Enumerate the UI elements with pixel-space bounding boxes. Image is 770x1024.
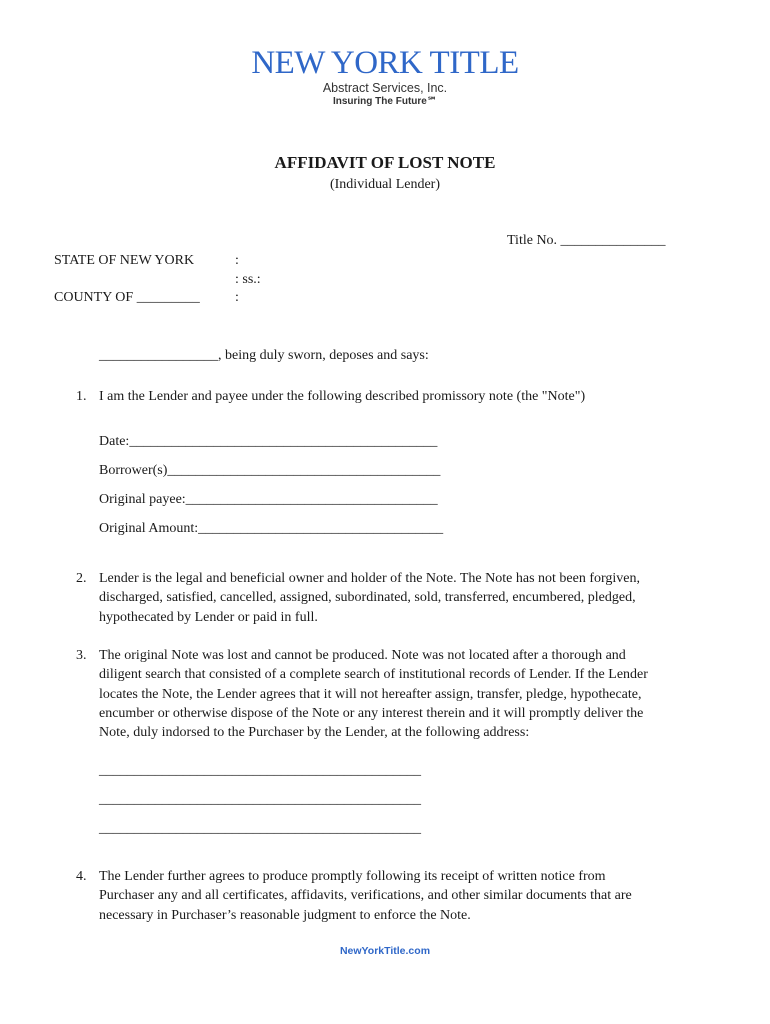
document-title: AFFIDAVIT OF LOST NOTE xyxy=(274,153,496,172)
address-line: ______________________________________________ xyxy=(99,792,421,807)
paragraph-number: 4. xyxy=(76,869,87,884)
paragraph-line: I am the Lender and payee under the following described promissory note (the "Note") xyxy=(99,389,586,404)
note-original-payee-field: Original payee:____________________________________ xyxy=(99,492,438,507)
note-date-field: Date:____________________________________________ xyxy=(99,434,438,449)
paragraph-line: necessary in Purchaser’s reasonable judgment to enforce the Note. xyxy=(99,907,471,923)
venue-state: STATE OF NEW YORK xyxy=(54,253,195,268)
document-subtitle: (Individual Lender) xyxy=(329,177,440,192)
paragraph-line: locates the Note, the Lender agrees that it will not hereafter assign, transfer, pledge, hypothecate, xyxy=(99,686,642,702)
note-original-amount-field: Original Amount:___________________________________ xyxy=(99,521,444,536)
paragraph-line: Note, duly indorsed to the Purchaser by the Lender, at the following address: xyxy=(99,725,530,741)
paragraph-line: The original Note was lost and cannot be produced. Note was not located after a thorough and xyxy=(99,648,626,663)
company-logo-name: NEW YORK TITLE xyxy=(251,45,519,81)
title-number-field: Title No. _______________ xyxy=(507,233,666,248)
footer-website-link[interactable]: NewYorkTitle.com xyxy=(339,945,431,957)
numbered-paragraph xyxy=(76,387,586,406)
paragraph-line: Lender is the legal and beneficial owner and holder of the Note. The Note has not been forgiven, xyxy=(99,571,641,586)
venue-ss: : ss.: xyxy=(235,272,261,287)
paragraph-line: discharged, satisfied, cancelled, assigned, subordinated, sold, transferred, encumbered, pledged, xyxy=(99,590,636,606)
venue-colon: : xyxy=(235,253,239,268)
deponent-intro: _________________, being duly sworn, deposes and says: xyxy=(99,348,429,363)
paragraph-number: 3. xyxy=(76,648,87,663)
venue-colon: : xyxy=(235,290,239,305)
address-line: ______________________________________________ xyxy=(99,821,421,836)
numbered-paragraph xyxy=(76,569,641,627)
paragraph-line: The Lender further agrees to produce promptly following its receipt of written notice from xyxy=(99,869,606,884)
company-subtitle: Abstract Services, Inc. xyxy=(322,81,448,95)
paragraph-number: 2. xyxy=(76,571,87,586)
paragraph-line: diligent search that consisted of a complete search of institutional records of Lender. If the Lender xyxy=(99,667,648,683)
paragraph-line: encumber or otherwise dispose of the Note or any interest therein and it will promptly deliver the xyxy=(99,705,644,721)
address-line: ______________________________________________ xyxy=(99,763,421,778)
paragraph-line: hypothecated by Lender or paid in full. xyxy=(99,609,318,625)
venue-county: COUNTY OF _________ xyxy=(54,290,200,305)
company-tagline: Insuring The Future℠ xyxy=(332,96,438,107)
numbered-paragraph xyxy=(76,867,632,925)
numbered-paragraph xyxy=(76,646,648,742)
note-borrowers-field: Borrower(s)_______________________________________ xyxy=(99,463,441,478)
paragraph-line: Purchaser any and all certificates, affidavits, verifications, and other similar documents that are xyxy=(99,888,632,904)
paragraph-number: 1. xyxy=(76,389,87,404)
